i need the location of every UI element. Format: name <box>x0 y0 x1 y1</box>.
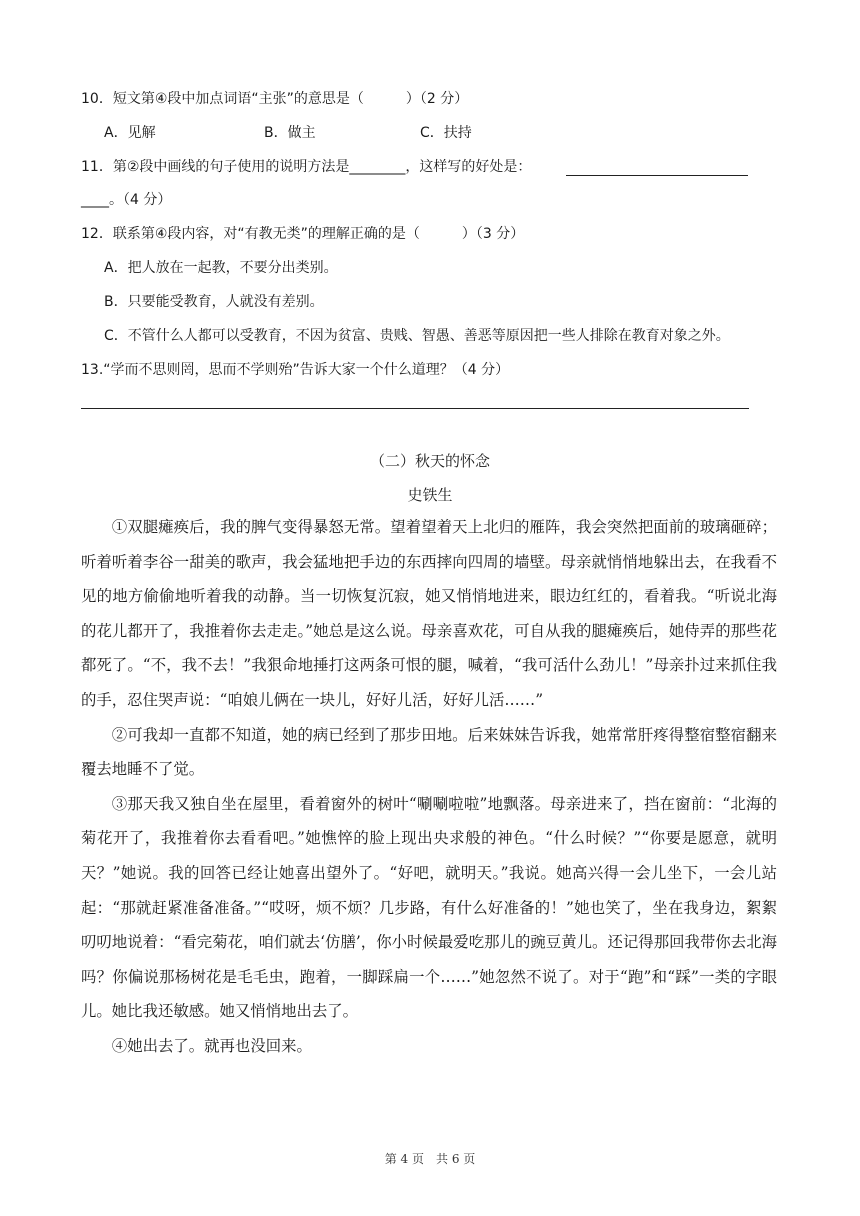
answer-line-13[interactable] <box>81 408 749 409</box>
option-b[interactable]: B．做主 <box>264 125 316 141</box>
option-b[interactable]: B．只要能受教育，人就没有差别。 <box>104 294 324 310</box>
question-12: 12．联系第④段内容，对“有教无类”的理解正确的是（ ）（3 分） <box>81 226 525 242</box>
question-13: 13.“学而不思则罔，思而不学则殆”告诉大家一个什么道理？（4 分） <box>81 362 510 378</box>
option-c[interactable]: C．不管什么人都可以受教育，不因为贫富、贵贱、智愚、善恶等原因把一些人排除在教育对象之外。 <box>104 328 730 344</box>
article-title: （二）秋天的怀念 <box>369 452 490 470</box>
page-number: 第 4 页 共 6 页 <box>384 1152 476 1166</box>
paragraph-3: ③那天我又独自坐在屋里，看着窗外的树叶“唰唰啦啦”地飘落。母亲进来了，挡在窗前：“北海的菊花开了，我推着你去看看吧。”她憔悴的脸上现出央求般的神色。“什么时候？”“你要是愿意，就明天？”她说。我的回答已经让她喜出望外了。“好吧，就明天。”我说。她高兴得一会儿坐下，一会儿站起：“那就赶紧准备准备。”“哎呀，烦不烦？几步路，有什么好准备的！”她也笑了，坐在我身边，絮絮叨叨地说着：“看完菊花，咱们就去‘仿膳’，你小时候最爱吃那儿的豌豆黄儿。还记得那回我带你去北海吗？你偏说那杨树花是毛毛虫，跑着，一脚踩扁一个……”她忽然不说了。对于“跑”和“踩”一类的字眼儿。她比我还敏感。她又悄悄地出去了。 <box>81 794 777 1021</box>
question-11-continued: ____。（4 分） <box>81 192 172 208</box>
paragraph-1: ①双腿瘫痪后，我的脾气变得暴怒无常。望着望着天上北归的雁阵，我会突然把面前的玻璃砸碎；听着听着李谷一甜美的歌声，我会猛地把手边的东西摔向四周的墙壁。母亲就悄悄地躲出去，在我看不见的地方偷偷地听着我的动静。当一切恢复沉寂，她又悄悄地进来，眼边红红的，看着我。“听说北海的花儿都开了，我推着你去走走。”她总是这么说。母亲喜欢花，可自从我的腿瘫痪后，她侍弄的那些花都死了。“不，我不去！”我狠命地捶打这两条可恨的腿，喊着，“我可活什么劲儿！”母亲扑过来抓住我的手，忍住哭声说：“咱娘儿俩在一块儿，好好儿活，好好儿活……” <box>81 518 777 709</box>
option-a[interactable]: A．见解 <box>104 125 156 141</box>
option-c[interactable]: C．扶持 <box>420 125 472 141</box>
article-body <box>81 510 777 1064</box>
article-author: 史铁生 <box>407 486 453 504</box>
question-10: 10．短文第④段中加点词语“主张”的意思是（ ）（2 分） <box>81 91 469 107</box>
option-a[interactable]: A．把人放在一起教，不要分出类别。 <box>104 260 338 276</box>
question-11: 11．第②段中画线的句子使用的说明方法是________，这样写的好处是： <box>81 159 532 175</box>
paragraph-4: ④她出去了。就再也没回来。 <box>111 1036 312 1055</box>
answer-line-11[interactable] <box>566 175 748 176</box>
paragraph-2: ②可我却一直都不知道，她的病已经到了那步田地。后来妹妹告诉我，她常常肝疼得整宿整宿翻来覆去地睡不了觉。 <box>81 725 777 779</box>
